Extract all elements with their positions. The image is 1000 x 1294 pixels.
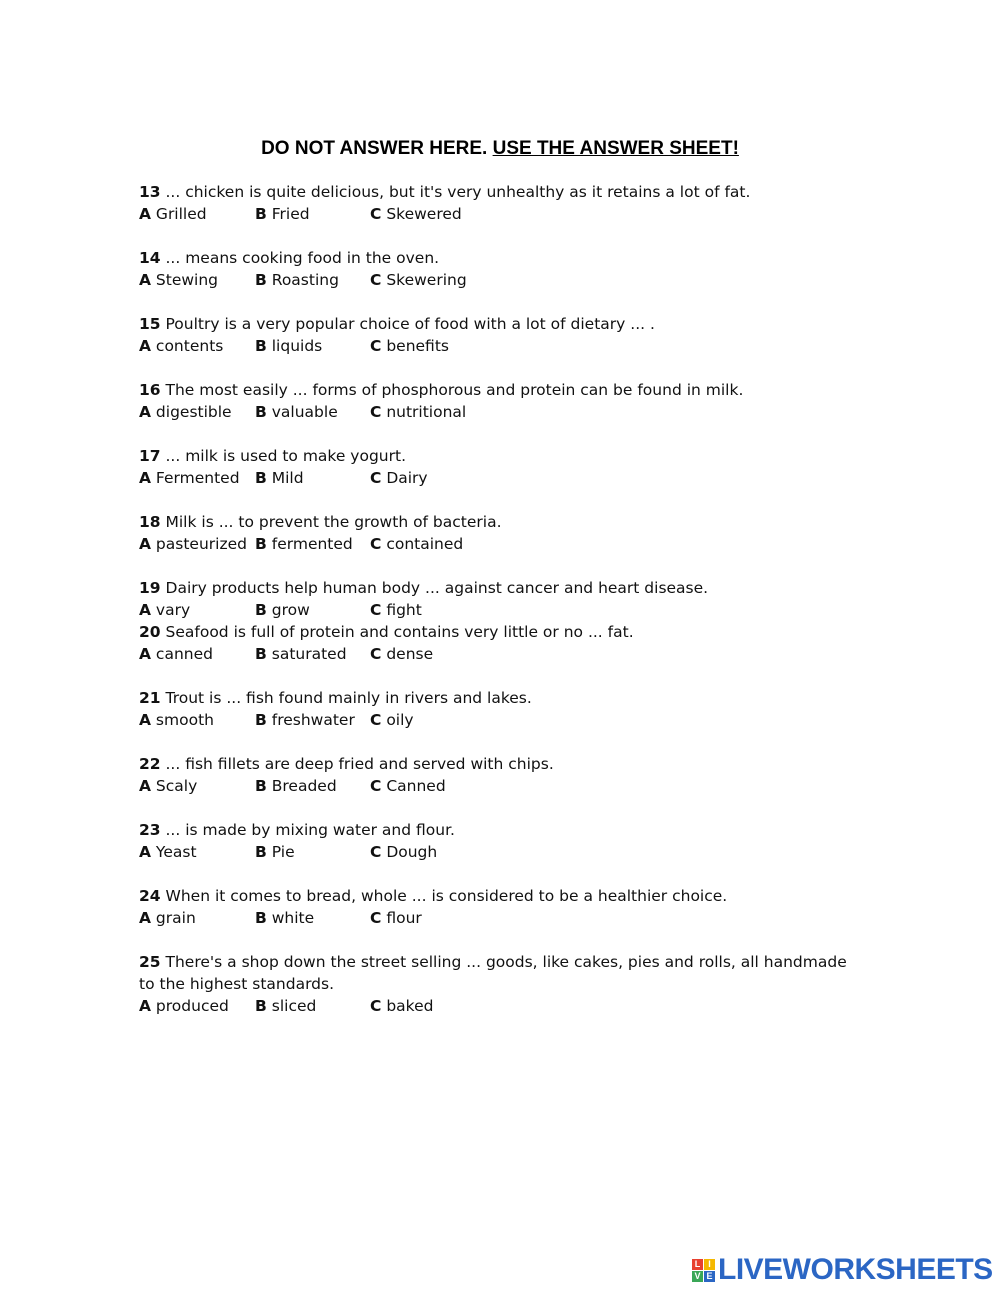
option-letter: B bbox=[255, 711, 267, 729]
option-c bbox=[370, 533, 463, 555]
answer-options bbox=[139, 269, 859, 291]
answer-options bbox=[139, 995, 859, 1017]
question-stem: ... means cooking food in the oven. bbox=[160, 249, 440, 267]
option-letter: A bbox=[139, 271, 151, 289]
question-stem: The most easily ... forms of phosphorous and protein can be found in milk. bbox=[160, 381, 744, 399]
option-c bbox=[370, 269, 467, 291]
option-c bbox=[370, 643, 433, 665]
option-a bbox=[139, 709, 214, 731]
option-text: grow bbox=[266, 601, 310, 619]
option-letter: C bbox=[370, 271, 382, 289]
question-text bbox=[139, 819, 859, 841]
option-text: grain bbox=[151, 909, 196, 927]
option-text: oily bbox=[381, 711, 414, 729]
option-letter: C bbox=[370, 403, 382, 421]
option-letter: C bbox=[370, 601, 382, 619]
answer-options bbox=[139, 643, 859, 665]
question-number: 17 bbox=[139, 447, 161, 465]
question-list bbox=[139, 181, 859, 1039]
option-text: Stewing bbox=[151, 271, 219, 289]
option-b bbox=[255, 995, 316, 1017]
option-letter: A bbox=[139, 403, 151, 421]
option-letter: A bbox=[139, 337, 151, 355]
option-text: Fried bbox=[266, 205, 310, 223]
option-text: vary bbox=[151, 601, 191, 619]
option-text: Pie bbox=[266, 843, 295, 861]
option-letter: B bbox=[255, 601, 267, 619]
question-text bbox=[139, 445, 859, 467]
option-text: contained bbox=[381, 535, 464, 553]
option-a bbox=[139, 335, 223, 357]
option-letter: C bbox=[370, 469, 382, 487]
option-text: Dairy bbox=[381, 469, 428, 487]
option-a bbox=[139, 533, 247, 555]
question-text bbox=[139, 687, 859, 709]
question-text bbox=[139, 621, 859, 643]
question-number: 19 bbox=[139, 579, 161, 597]
option-b bbox=[255, 709, 355, 731]
option-text: canned bbox=[151, 645, 213, 663]
question-stem: There's a shop down the street selling ... goods, like cakes, pies and rolls, all handmade to the highest standards. bbox=[139, 953, 847, 993]
question-number: 23 bbox=[139, 821, 161, 839]
question-stem: Trout is ... fish found mainly in rivers and lakes. bbox=[160, 689, 532, 707]
answer-options bbox=[139, 467, 859, 489]
question-text bbox=[139, 511, 859, 533]
option-letter: A bbox=[139, 711, 151, 729]
header-warning: DO NOT ANSWER HERE. bbox=[261, 138, 493, 159]
header-instruction: USE THE ANSWER SHEET! bbox=[492, 138, 739, 159]
option-b bbox=[255, 203, 310, 225]
option-letter: A bbox=[139, 535, 151, 553]
question-23 bbox=[139, 819, 859, 863]
option-letter: A bbox=[139, 777, 151, 795]
option-text: Fermented bbox=[151, 469, 240, 487]
option-text: benefits bbox=[381, 337, 449, 355]
liveworksheets-logo bbox=[692, 1254, 993, 1286]
question-stem: ... chicken is quite delicious, but it's very unhealthy as it retains a lot of fat. bbox=[160, 183, 751, 201]
option-letter: C bbox=[370, 909, 382, 927]
option-a bbox=[139, 643, 213, 665]
question-stem: ... milk is used to make yogurt. bbox=[160, 447, 407, 465]
question-number: 20 bbox=[139, 623, 161, 641]
option-letter: C bbox=[370, 205, 382, 223]
option-c bbox=[370, 907, 422, 929]
option-letter: B bbox=[255, 645, 267, 663]
option-b bbox=[255, 775, 337, 797]
question-20 bbox=[139, 621, 859, 665]
option-c bbox=[370, 203, 462, 225]
option-text: Roasting bbox=[266, 271, 339, 289]
option-b bbox=[255, 841, 295, 863]
option-text: fight bbox=[381, 601, 422, 619]
option-a bbox=[139, 995, 229, 1017]
option-letter: C bbox=[370, 997, 382, 1015]
option-c bbox=[370, 995, 433, 1017]
option-letter: A bbox=[139, 909, 151, 927]
logo-icon bbox=[692, 1259, 715, 1282]
option-letter: C bbox=[370, 843, 382, 861]
question-text bbox=[139, 753, 859, 775]
option-letter: B bbox=[255, 271, 267, 289]
option-a bbox=[139, 907, 196, 929]
logo-square-e: E bbox=[704, 1271, 715, 1282]
option-text: digestible bbox=[151, 403, 232, 421]
question-19 bbox=[139, 577, 859, 621]
option-letter: A bbox=[139, 997, 151, 1015]
option-c bbox=[370, 775, 446, 797]
option-c bbox=[370, 467, 428, 489]
option-text: Skewered bbox=[381, 205, 462, 223]
option-letter: A bbox=[139, 645, 151, 663]
option-text: Dough bbox=[381, 843, 438, 861]
option-text: valuable bbox=[266, 403, 338, 421]
answer-options bbox=[139, 203, 859, 225]
option-c bbox=[370, 709, 414, 731]
question-14 bbox=[139, 247, 859, 291]
option-letter: C bbox=[370, 337, 382, 355]
question-number: 25 bbox=[139, 953, 161, 971]
option-b bbox=[255, 599, 310, 621]
question-number: 15 bbox=[139, 315, 161, 333]
option-text: sliced bbox=[266, 997, 317, 1015]
question-22 bbox=[139, 753, 859, 797]
option-a bbox=[139, 599, 190, 621]
question-text bbox=[139, 577, 859, 599]
option-text: white bbox=[266, 909, 315, 927]
option-text: baked bbox=[381, 997, 434, 1015]
option-a bbox=[139, 775, 197, 797]
question-number: 21 bbox=[139, 689, 161, 707]
question-number: 18 bbox=[139, 513, 161, 531]
option-letter: B bbox=[255, 403, 267, 421]
answer-options bbox=[139, 533, 859, 555]
option-text: fermented bbox=[266, 535, 353, 553]
logo-square-v: V bbox=[692, 1271, 703, 1282]
option-letter: C bbox=[370, 777, 382, 795]
option-text: Scaly bbox=[151, 777, 198, 795]
question-stem: When it comes to bread, whole ... is considered to be a healthier choice. bbox=[160, 887, 728, 905]
answer-options bbox=[139, 335, 859, 357]
question-number: 14 bbox=[139, 249, 161, 267]
question-number: 16 bbox=[139, 381, 161, 399]
question-text bbox=[139, 885, 859, 907]
option-letter: B bbox=[255, 535, 267, 553]
question-17 bbox=[139, 445, 859, 489]
option-letter: A bbox=[139, 843, 151, 861]
option-text: nutritional bbox=[381, 403, 467, 421]
option-text: contents bbox=[151, 337, 224, 355]
option-text: Breaded bbox=[266, 777, 337, 795]
question-stem: Seafood is full of protein and contains very little or no ... fat. bbox=[160, 623, 634, 641]
option-b bbox=[255, 907, 314, 929]
option-b bbox=[255, 467, 304, 489]
answer-options bbox=[139, 709, 859, 731]
question-18 bbox=[139, 511, 859, 555]
logo-text: LIVEWORKSHEETS bbox=[718, 1253, 993, 1286]
option-b bbox=[255, 401, 338, 423]
option-text: Canned bbox=[381, 777, 446, 795]
option-text: dense bbox=[381, 645, 434, 663]
answer-options bbox=[139, 401, 859, 423]
option-letter: B bbox=[255, 469, 267, 487]
option-a bbox=[139, 467, 240, 489]
option-c bbox=[370, 841, 437, 863]
question-stem: Dairy products help human body ... against cancer and heart disease. bbox=[160, 579, 709, 597]
question-text bbox=[139, 247, 859, 269]
option-b bbox=[255, 269, 339, 291]
option-b bbox=[255, 643, 347, 665]
question-number: 24 bbox=[139, 887, 161, 905]
option-c bbox=[370, 335, 449, 357]
option-text: pasteurized bbox=[151, 535, 247, 553]
option-a bbox=[139, 269, 218, 291]
option-letter: B bbox=[255, 997, 267, 1015]
question-stem: ... fish fillets are deep fried and served with chips. bbox=[160, 755, 554, 773]
option-letter: A bbox=[139, 205, 151, 223]
option-text: Skewering bbox=[381, 271, 467, 289]
option-a bbox=[139, 203, 207, 225]
option-text: smooth bbox=[151, 711, 214, 729]
question-15 bbox=[139, 313, 859, 357]
option-letter: B bbox=[255, 337, 267, 355]
option-text: produced bbox=[151, 997, 229, 1015]
answer-options bbox=[139, 841, 859, 863]
option-a bbox=[139, 841, 197, 863]
question-stem: Poultry is a very popular choice of food with a lot of dietary ... . bbox=[160, 315, 655, 333]
question-13 bbox=[139, 181, 859, 225]
option-a bbox=[139, 401, 232, 423]
option-letter: B bbox=[255, 205, 267, 223]
option-text: saturated bbox=[266, 645, 347, 663]
option-text: Yeast bbox=[151, 843, 197, 861]
question-text bbox=[139, 313, 859, 335]
question-number: 13 bbox=[139, 183, 161, 201]
question-16 bbox=[139, 379, 859, 423]
option-text: flour bbox=[381, 909, 422, 927]
answer-options bbox=[139, 775, 859, 797]
option-text: liquids bbox=[266, 337, 323, 355]
logo-square-i: I bbox=[704, 1259, 715, 1270]
logo-square-l: L bbox=[692, 1259, 703, 1270]
option-b bbox=[255, 335, 322, 357]
answer-options bbox=[139, 599, 859, 621]
option-letter: B bbox=[255, 777, 267, 795]
option-letter: C bbox=[370, 645, 382, 663]
question-number: 22 bbox=[139, 755, 161, 773]
option-letter: C bbox=[370, 711, 382, 729]
option-c bbox=[370, 599, 422, 621]
question-text bbox=[139, 181, 859, 203]
option-letter: A bbox=[139, 469, 151, 487]
option-text: Grilled bbox=[151, 205, 207, 223]
question-stem: Milk is ... to prevent the growth of bacteria. bbox=[160, 513, 502, 531]
option-letter: A bbox=[139, 601, 151, 619]
question-21 bbox=[139, 687, 859, 731]
option-letter: C bbox=[370, 535, 382, 553]
option-text: freshwater bbox=[266, 711, 355, 729]
option-b bbox=[255, 533, 353, 555]
question-24 bbox=[139, 885, 859, 929]
page-header bbox=[0, 137, 1000, 161]
option-letter: B bbox=[255, 909, 267, 927]
option-c bbox=[370, 401, 466, 423]
question-stem: ... is made by mixing water and flour. bbox=[160, 821, 455, 839]
question-25 bbox=[139, 951, 859, 1017]
question-text bbox=[139, 951, 859, 995]
answer-options bbox=[139, 907, 859, 929]
option-letter: B bbox=[255, 843, 267, 861]
option-text: Mild bbox=[266, 469, 304, 487]
question-text bbox=[139, 379, 859, 401]
